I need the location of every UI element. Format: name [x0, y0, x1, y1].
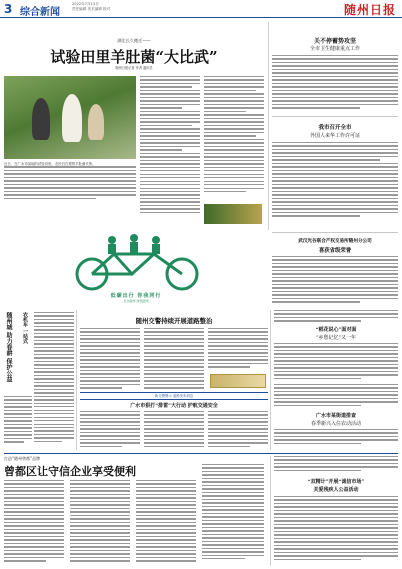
- bottom-body-col-4: [202, 464, 264, 564]
- center-headline: 随州交警持续开展道路整治: [135, 317, 213, 325]
- right-mid-story: [272, 236, 398, 306]
- column-divider-3: [270, 310, 271, 450]
- main-kicker: 湖北长久搬迁——: [117, 38, 151, 43]
- main-body-col-2: [204, 76, 264, 202]
- center-inset-badge: [210, 374, 266, 388]
- photo-person-2: [62, 94, 82, 142]
- right-mid-story-2: [274, 310, 398, 382]
- bottom-right-story: [274, 456, 398, 566]
- right-lower-story: [274, 384, 398, 450]
- inset-image: [204, 204, 262, 224]
- right-story-3-body: [272, 256, 398, 306]
- center-body-col-1: [80, 328, 140, 392]
- bottom-right-headline-1: “双精计”开展“诚信市场”: [307, 479, 365, 485]
- right-story-2-body: [272, 142, 398, 220]
- banner-sub: 生态随州 绿色随州: [123, 299, 149, 303]
- bottom-right-body: [274, 496, 398, 564]
- right-headline-4: 外国人来华工作许可证: [309, 133, 360, 139]
- rule-right-1: [272, 116, 398, 117]
- bottom-body-col-3: [136, 480, 196, 564]
- bottom-kicker: 打造“随州曾都”品牌: [4, 456, 41, 461]
- center-body-col-3: [208, 328, 268, 372]
- photo-caption: [4, 162, 136, 224]
- rule-right-2: [272, 232, 398, 233]
- main-byline: 随州日报记者 作者 通讯员: [115, 66, 153, 70]
- main-story: [4, 38, 266, 228]
- bottom-body-col-1: [4, 480, 64, 564]
- column-divider-1: [268, 22, 269, 230]
- mid-left-body: [34, 312, 74, 448]
- right-lower-body: [274, 429, 398, 449]
- lower-body-col-2: [144, 411, 204, 449]
- ad-banner: [80, 392, 268, 400]
- header-date: 2022年7月13日: [72, 2, 99, 6]
- main-headline: 试验田里羊肚菌“大比武”: [50, 48, 218, 66]
- page-header: [0, 0, 402, 18]
- center-body-col-2: [144, 328, 204, 392]
- vertical-title-block: [4, 312, 22, 392]
- banner-slogan: 低碳出行 你我同行: [110, 293, 162, 299]
- right-headline-6: 喜获省级荣誉: [318, 248, 352, 254]
- caption-text: 近日，在广水市某地的试验田里，农民们在观察羊肚菌长势。: [4, 162, 96, 166]
- photo-person-1: [32, 98, 50, 140]
- masthead-logo: 随州日报: [343, 3, 396, 17]
- lower-story: [80, 402, 268, 450]
- right-lower-headline-2: 春季新兴入住农动活动: [310, 421, 361, 427]
- right-mid-2-body: [274, 343, 398, 383]
- right-mid-headline-1: “稻花说心”面对面: [315, 327, 357, 333]
- right-top-stories: [272, 22, 398, 230]
- right-headline-5: 武汉光谷联合产权交易所随州分公司: [298, 239, 372, 244]
- header-editors: 责任编辑 美术编辑 校对: [72, 7, 111, 11]
- center-story: [80, 310, 268, 392]
- section-title: 综合新闻: [20, 7, 60, 18]
- lower-body-col-1: [80, 411, 140, 449]
- right-headline-1: 关不停蓄势攻坚: [313, 38, 356, 45]
- right-lower-top: [274, 384, 398, 408]
- vertical-title: 随州城 助力春耕 保护公益: [5, 312, 12, 383]
- lower-body-col-3: [208, 411, 268, 449]
- lower-headline: 广水市狠打“排雷”大行动 护航交通安全: [130, 403, 218, 409]
- bottom-rule: [4, 453, 398, 454]
- vertical-subtitle: 农机车 一站式: [22, 312, 28, 344]
- right-mid-headline-2: “乡愁记忆”又一年: [315, 335, 357, 341]
- bottom-story: [4, 456, 268, 566]
- main-body-col-1: [140, 76, 200, 226]
- column-divider-2: [76, 310, 77, 450]
- right-mid-2-top: [274, 310, 398, 324]
- vertical-title-2-block: [22, 312, 32, 392]
- bottom-right-top: [274, 456, 398, 474]
- bottom-headline: 曾都区让守信企业享受便利: [4, 465, 136, 478]
- right-lower-headline-1: 广水市某街道排查: [315, 413, 356, 419]
- right-headline-3: 我市召开全市: [318, 125, 352, 131]
- photo-person-3: [88, 104, 104, 140]
- ad-banner-text: 新交警警示 道路发布消息: [154, 394, 194, 398]
- header-meta: [72, 2, 172, 12]
- page-number: 3: [4, 2, 13, 16]
- column-divider-4: [270, 456, 271, 566]
- bottom-right-headline-2: 关爱残疾人公益活动: [313, 487, 359, 493]
- mid-left-body-lower: [4, 396, 32, 448]
- main-photo: [4, 76, 136, 159]
- public-service-banner: [4, 232, 268, 306]
- right-headline-2: 全市卫生健康重点工作: [309, 46, 360, 52]
- right-story-1-body: [272, 55, 398, 113]
- bottom-body-col-2: [70, 480, 130, 564]
